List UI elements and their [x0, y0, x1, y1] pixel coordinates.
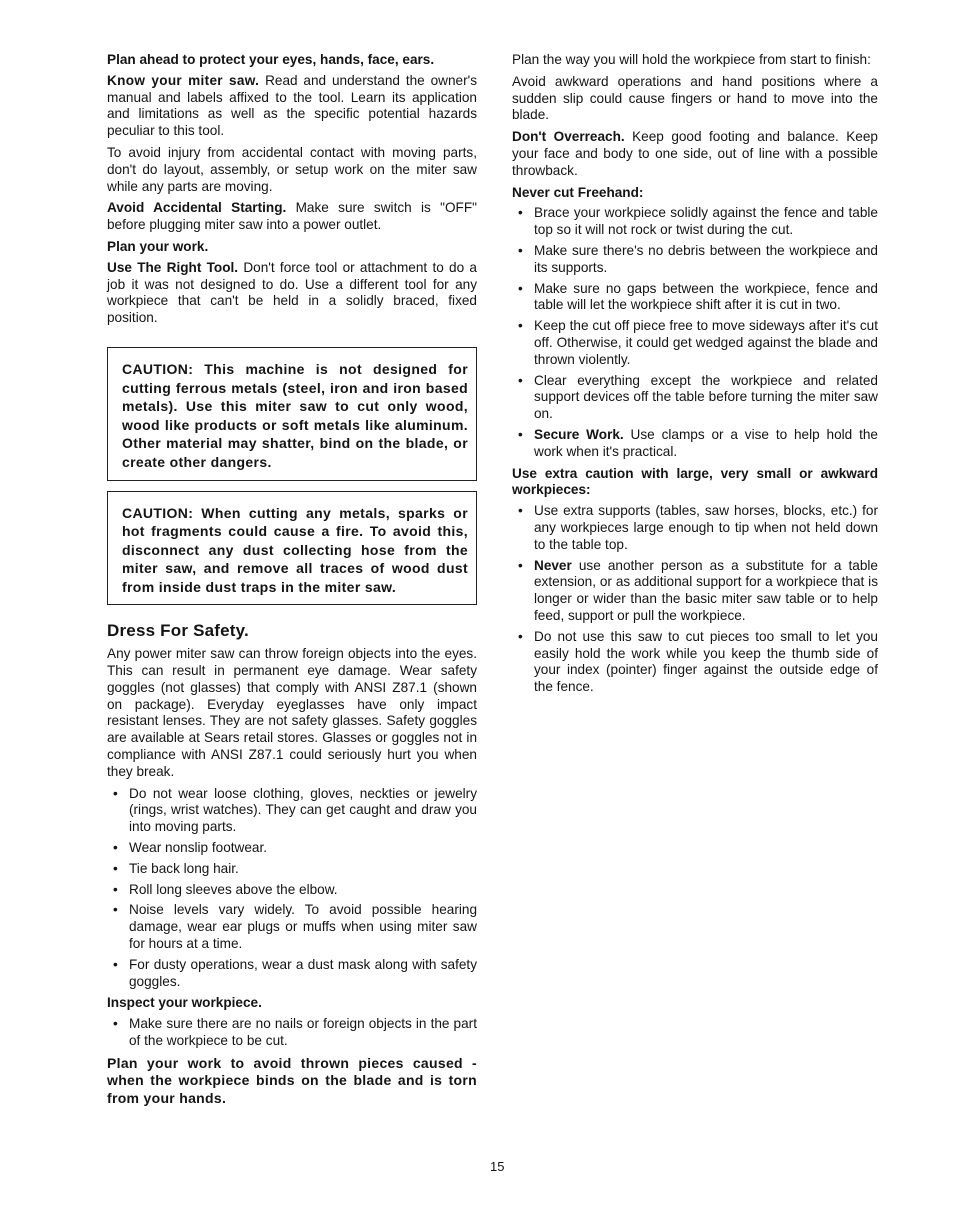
list-item: • Make sure no gaps between the workpiece, fence and table will let the workpiece shift after it is cut in two.	[512, 281, 878, 315]
inspect-heading: Inspect your workpiece.	[107, 995, 262, 1011]
list-item	[512, 558, 878, 625]
secure-text: Use clamps or a vise to help hold the work when it's practical.	[534, 426, 878, 459]
list-item	[512, 427, 878, 461]
list-item: • Make sure there's no debris between the workpiece and its supports.	[512, 243, 878, 277]
caution-box-sparks	[107, 491, 477, 606]
dress-for-safety-heading: Dress For Safety.	[107, 621, 249, 641]
know-lead: Know your miter saw.	[107, 72, 260, 88]
secure-lead: Secure Work.	[534, 426, 624, 442]
list-item: • Do not wear loose clothing, gloves, neckties or jewelry (rings, wrist watches). They can get caught and draw you into moving parts.	[107, 786, 477, 836]
caution-box-ferrous	[107, 347, 477, 481]
list-item: • Keep the cut off piece free to move sideways after it's cut off. Otherwise, it could get wedged against the blade and thrown violently.	[512, 318, 878, 368]
right-tool-lead: Use The Right Tool.	[107, 259, 239, 275]
right-tool-text: Don't force tool or attachment to do a job it was not designed to do. Use a different tool for any workpiece that can't be held in a solidly braced, fixed position.	[107, 259, 477, 326]
avoid-start-lead: Avoid Accidental Starting.	[107, 200, 287, 216]
list-item: • Wear nonslip footwear.	[107, 840, 477, 857]
left-column	[107, 52, 477, 1112]
avoid-awkward-paragraph: Avoid awkward operations and hand positions where a sudden slip could cause fingers or hand to move into the blade.	[512, 73, 878, 123]
inspect-list	[107, 1016, 477, 1050]
avoid-start-text: Make sure switch is "OFF" before plugging miter saw into a power outlet.	[107, 200, 477, 233]
right-column	[512, 52, 878, 701]
know-text: Read and understand the owner's manual and labels affixed to the tool. Learn its application and limitations as well as the specific potential hazards peculiar to this tool.	[107, 72, 477, 139]
list-item: • Do not use this saw to cut pieces too small to let you easily hold the work while you keep the thumb side of your index (pointer) finger against the outside edge of the fence.	[512, 629, 878, 696]
freehand-list	[512, 205, 878, 460]
dress-paragraph: Any power miter saw can throw foreign objects into the eyes. This can result in permanent eye damage. Wear safety goggles (not glasses) that comply with ANSI Z87.1 (shown on package). Everyday eyeglasses have only impact resistant lenses. They are not safety glasses. Safety goggles are available at Sears retail stores. Glasses or goggles not in compliance with ANSI Z87.1 could seriously hurt you when they break.	[107, 646, 477, 779]
avoid-starting-paragraph	[107, 200, 477, 234]
plan-way-paragraph: Plan the way you will hold the workpiece from start to finish:	[512, 52, 871, 67]
list-item: • Noise levels vary widely. To avoid possible hearing damage, wear ear plugs or muffs when using miter saw for hours at a time.	[107, 902, 477, 952]
never-text: use another person as a substitute for a table extension, or as additional support for a workpiece that is longer or wider than the basic miter saw table or to help feed, support or pull the workpiece.	[534, 557, 878, 623]
freehand-heading: Never cut Freehand:	[512, 184, 644, 200]
dress-list	[107, 786, 477, 991]
list-item: • Make sure there are no nails or foreign objects in the part of the workpiece to be cut.	[107, 1016, 477, 1050]
list-item: • Tie back long hair.	[107, 861, 477, 878]
caution-label: CAUTION:	[122, 360, 194, 377]
list-item: • Roll long sleeves above the elbow.	[107, 882, 477, 899]
know-your-saw-paragraph	[107, 73, 477, 140]
avoid-injury-paragraph: To avoid injury from accidental contact with moving parts, don't do layout, assembly, or setup work on the miter saw while any parts are moving.	[107, 144, 477, 194]
overreach-text: Keep good footing and balance. Keep your face and body to one side, out of line with a possible throwback.	[512, 129, 878, 178]
plan-work-heading: Plan your work.	[107, 238, 209, 254]
page-number: 15	[490, 1159, 505, 1174]
right-tool-paragraph	[107, 260, 477, 327]
overreach-lead: Don't Overreach.	[512, 129, 625, 145]
list-item: • Brace your workpiece solidly against the fence and table top so it will not rock or twist during the cut.	[512, 205, 878, 239]
extra-caution-heading: Use extra caution with large, very small or awkward workpieces:	[512, 465, 878, 498]
never-lead: Never	[534, 557, 572, 573]
list-item: • Clear everything except the workpiece and related support devices off the table before turning the miter saw on.	[512, 373, 878, 423]
protect-heading: Plan ahead to protect your eyes, hands, face, ears.	[107, 52, 435, 67]
list-item: • For dusty operations, wear a dust mask along with safety goggles.	[107, 957, 477, 991]
caution-text: This machine is not designed for cutting ferrous metals (steel, iron and iron based metals). Use this miter saw to cut only wood, wood like products or soft metals like aluminum. Other material may shatter, bind on the blade, or create other dangers.	[122, 360, 468, 470]
extra-caution-list	[512, 503, 878, 696]
caution-text: When cutting any metals, sparks or hot fragments could cause a fire. To avoid this, disconnect any dust collecting hose from the miter saw, and remove all traces of wood dust from inside dust traps in the miter saw.	[122, 504, 468, 595]
overreach-paragraph	[512, 129, 878, 179]
caution-label: CAUTION:	[122, 504, 194, 521]
thrown-pieces-warning: Plan your work to avoid thrown pieces caused - when the workpiece binds on the blade and is torn from your hands.	[107, 1054, 477, 1106]
list-item: • Use extra supports (tables, saw horses, blocks, etc.) for any workpieces large enough to tip when not held down to the table top.	[512, 503, 878, 553]
